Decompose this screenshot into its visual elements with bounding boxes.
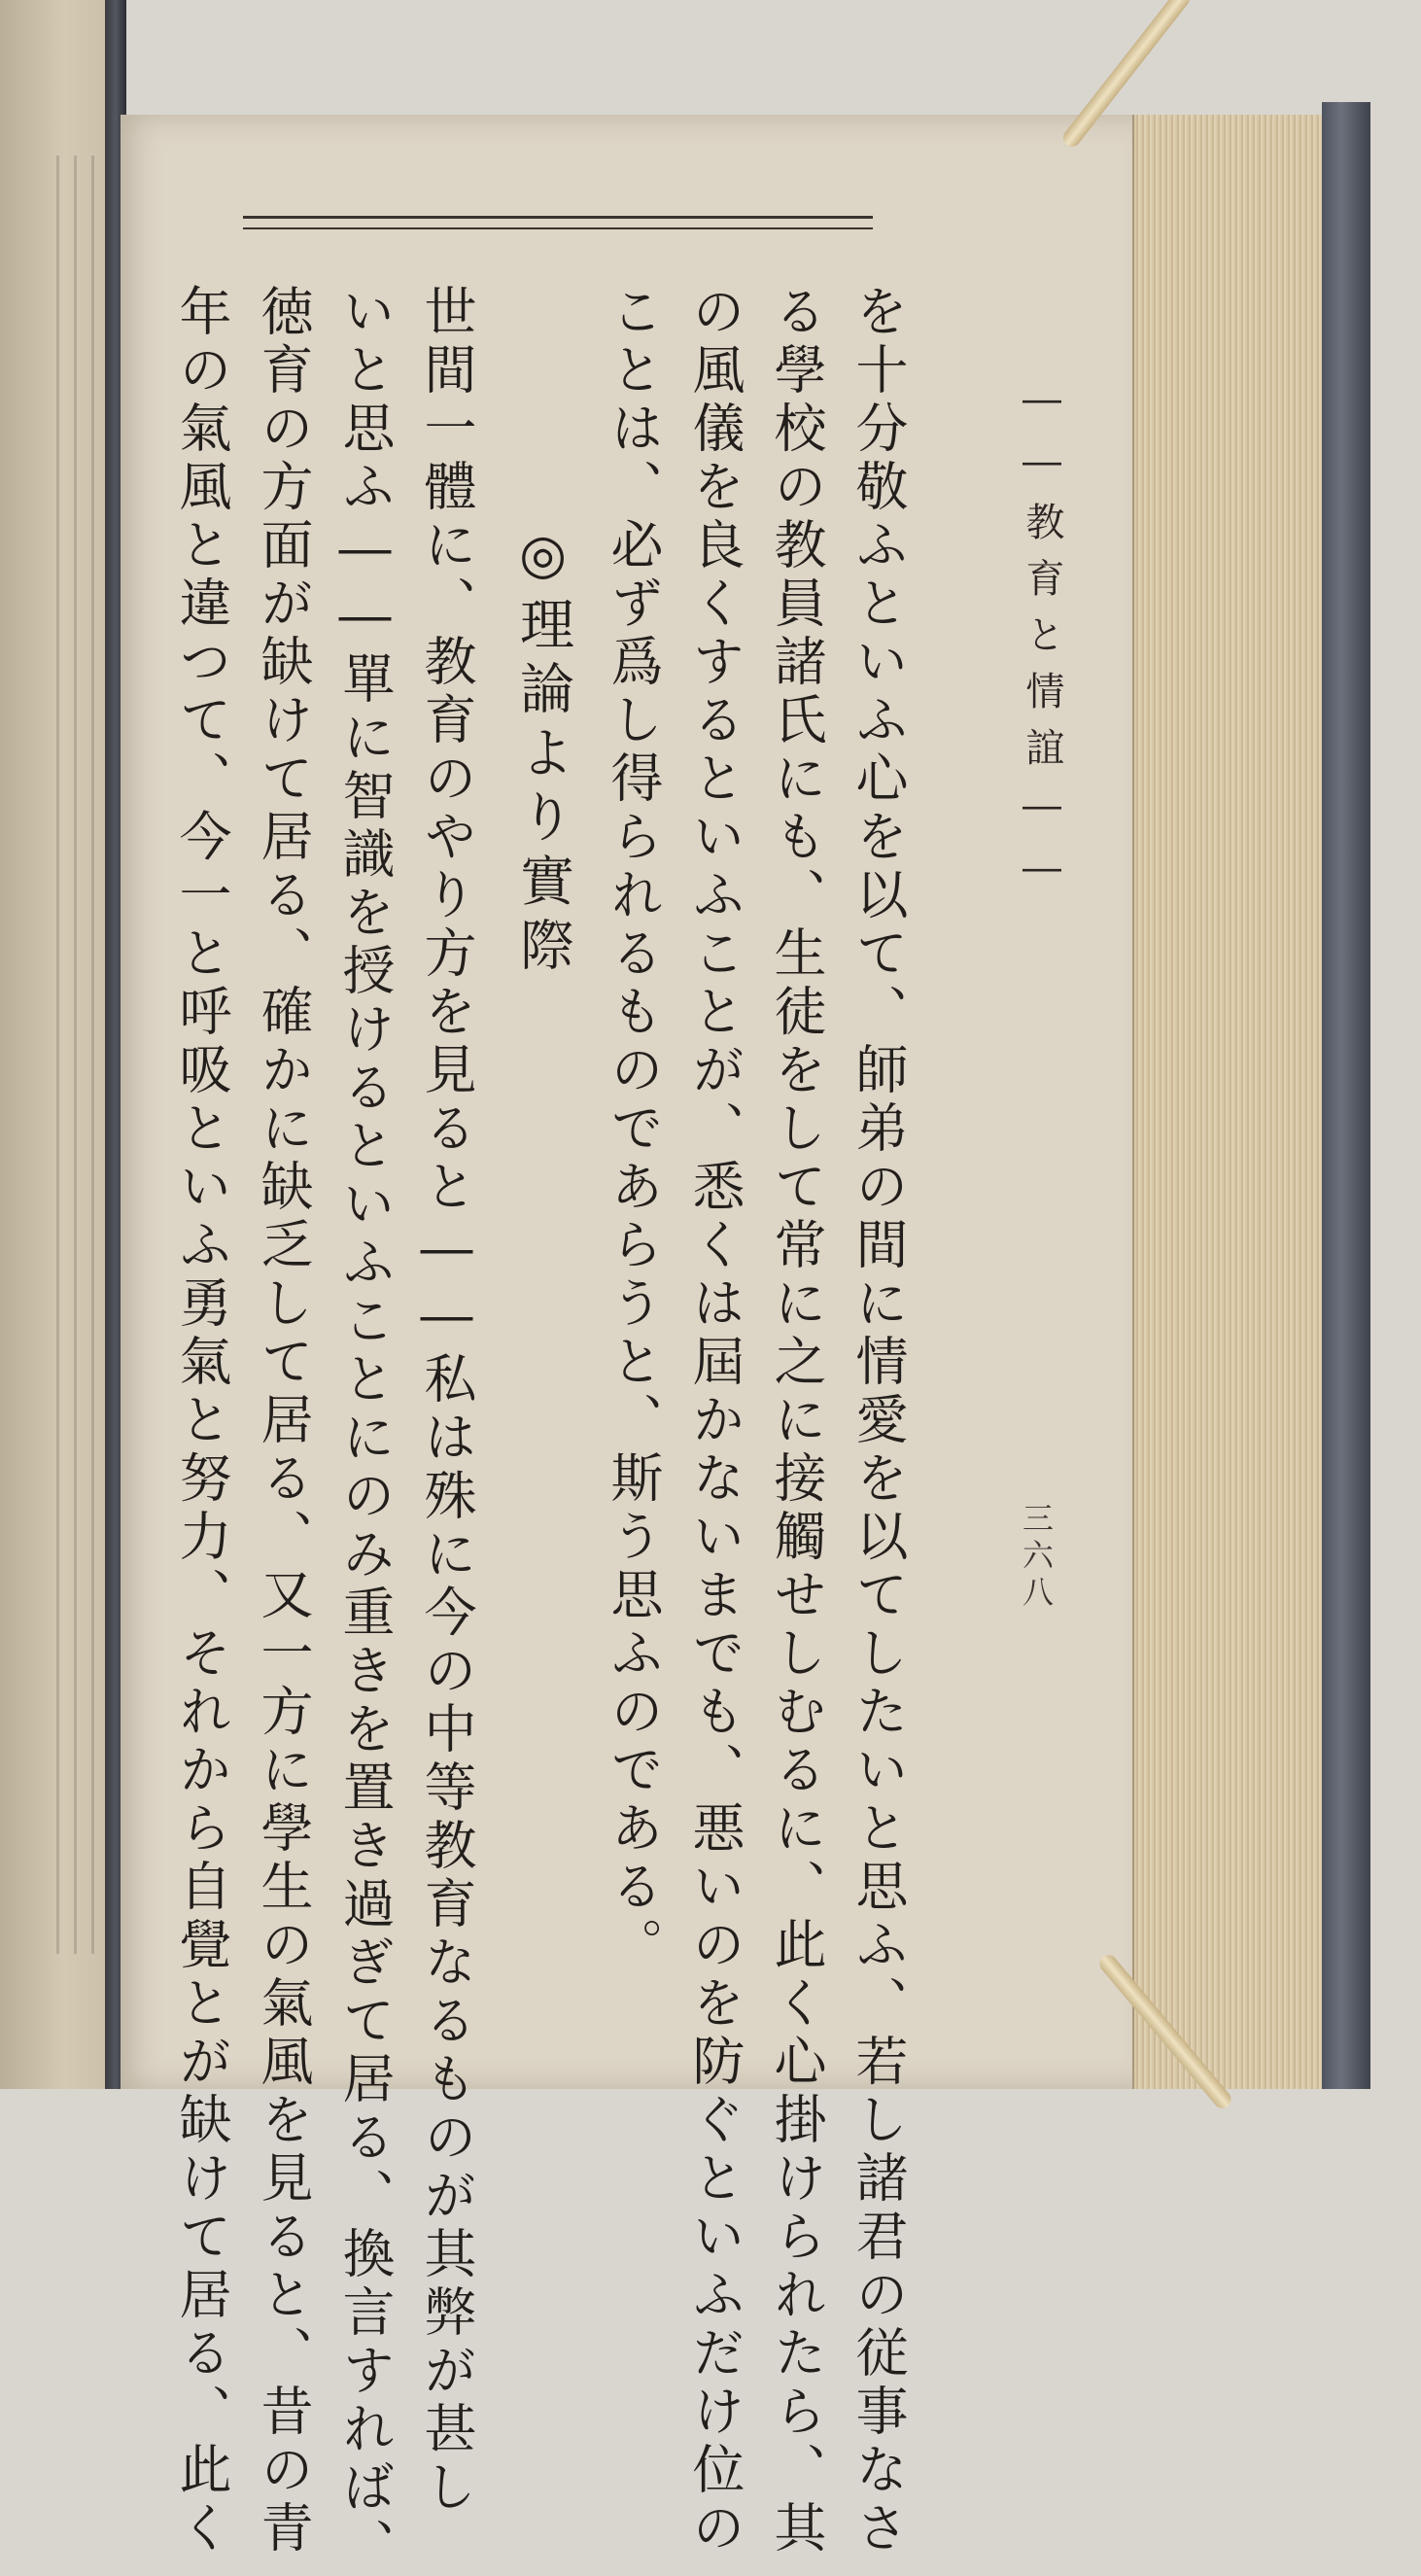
text-column-7: 徳育の方面が缺けて居る、確かに缺乏して居る、又一方に學生の氣風を見ると、昔の青	[253, 284, 314, 2559]
section-heading: ◎理論より實際	[511, 523, 574, 981]
text-column-4: ことは、必ず爲し得られるものであらうと、斯う思ふのである。	[603, 284, 664, 1975]
text-column-2: る學校の教員諸氏にも、生徒をして常に之に接觸せしむるに、此く心掛けられたら、其	[766, 284, 827, 2559]
page-number: 三六八	[1018, 1502, 1055, 1613]
text-column-8: 年の氣風と違つて、今一と呼吸といふ勇氣と努力、それから自覺とが缺けて居る、此く	[171, 284, 232, 2559]
running-head: ――教育と情誼――	[1020, 377, 1064, 908]
top-double-rule	[243, 216, 873, 229]
text-column-5: 世間一體に、教育のやり方を見ると――私は殊に今の中等教育なるものが其弊が甚し	[416, 284, 477, 2518]
book-cover-edge	[1322, 102, 1370, 2089]
text-column-1: を十分敬ふといふ心を以て、師弟の間に情愛を以てしたいと思ふ、若し諸君の従事なさ	[848, 284, 909, 2559]
left-page-edge	[0, 0, 117, 2089]
text-column-6: いと思ふ――單に智識を授けるといふことにのみ重きを置き過ぎて居る、換言すれば、	[334, 284, 396, 2576]
text-column-3: の風儀を良くするといふことが、悉くは屆かないまでも、悪いのを防ぐといふだけ位の	[684, 284, 745, 2559]
